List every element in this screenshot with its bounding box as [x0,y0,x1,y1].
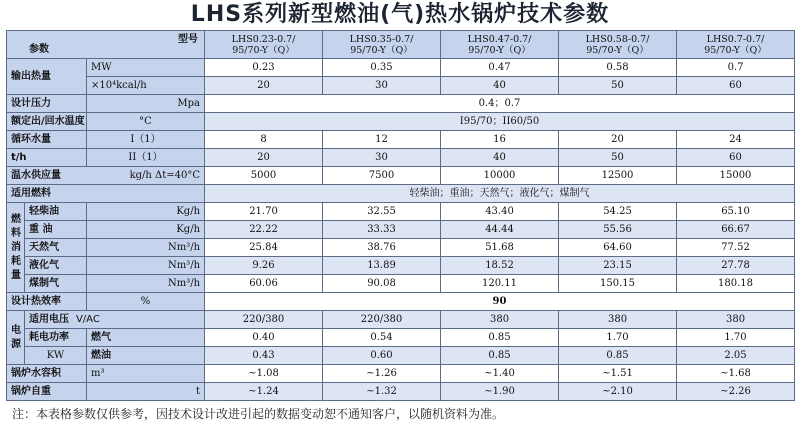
voltage-row [7,311,795,329]
model-header [559,31,677,59]
value-cell: ~2.26 [677,383,795,401]
consumption-row [7,203,795,221]
unit-cell: °C [87,113,205,131]
value-cell: 30 [323,149,441,167]
value-cell: 43.40 [441,203,559,221]
value-cell: 0.47 [441,59,559,77]
value-cell: 5000 [205,167,323,185]
fuel-name: 天然气 [25,239,87,257]
model-name-line2: 95/70-Y（Q） [468,44,531,56]
value-cell: 20 [205,149,323,167]
value-cell: 50 [559,77,677,95]
row-label: 锅炉水容积 [7,365,87,383]
unit-cell: % [87,293,205,311]
value-cell: 0.23 [205,59,323,77]
value-cell: 轻柴油；重油；天然气；液化气；煤制气 [205,185,795,203]
model-header [323,31,441,59]
value-cell: 50 [559,149,677,167]
value-cell: 64.60 [559,239,677,257]
spec-table [6,30,795,401]
value-cell: 60.06 [205,275,323,293]
unit-cell: ×10⁴kcal/h [87,77,205,95]
consumption-row [7,257,795,275]
value-cell: 23.15 [559,257,677,275]
value-cell: 150.15 [559,275,677,293]
power-oil-row [7,347,795,365]
row-label: 耗电功率 [25,329,87,347]
unit-cell: Mpa [87,95,205,113]
unit-cell: Kg/h [87,203,205,221]
value-cell: 380 [559,311,677,329]
model-name-line2: 95/70-Y（Q） [350,44,413,56]
value-cell: 180.18 [677,275,795,293]
value-cell: 33.33 [323,221,441,239]
fuel-name: 燃油 [87,347,205,365]
unit-cell: MW [87,59,205,77]
voltage-label: 适用电压 [29,314,69,325]
value-cell: 1.70 [559,329,677,347]
value-cell: 21.70 [205,203,323,221]
model-name-line2: 95/70-Y（Q） [704,44,767,56]
unit-cell: Nm³/h [87,257,205,275]
unit-cell: Nm³/h [87,239,205,257]
fuel-name: 重 油 [25,221,87,239]
power-group-label [7,311,25,365]
value-cell: 51.68 [441,239,559,257]
model-name-line2: 95/70-Y（Q） [586,44,649,56]
value-cell: ~1.08 [205,365,323,383]
unit-cell: Kg/h [87,221,205,239]
power-gas-row [7,329,795,347]
value-cell: 0.85 [441,329,559,347]
value-cell: ~1.26 [323,365,441,383]
value-cell: 10000 [441,167,559,185]
value-cell: ~1.90 [441,383,559,401]
supply-label: 温水供应量 [11,170,61,181]
value-cell: 0.54 [323,329,441,347]
header-param-model [7,31,205,59]
value-cell: 30 [323,77,441,95]
value-cell: 24 [677,131,795,149]
unit-cell: m³ [87,365,205,383]
value-cell: 0.7 [677,59,795,77]
consumption-row [7,239,795,257]
temp-row [7,113,795,131]
value-cell: 77.52 [677,239,795,257]
pressure-row [7,95,795,113]
model-name-line1: LHS0.7-0.7/ [706,33,765,45]
fuel-name: 燃气 [87,329,205,347]
value-cell: 0.85 [559,347,677,365]
row-label: 适用燃料 [7,185,205,203]
value-cell: ~1.24 [205,383,323,401]
value-cell: 66.67 [677,221,795,239]
value-cell: 22.22 [205,221,323,239]
volume-row [7,365,795,383]
model-name-line1: LHS0.47-0.7/ [467,33,532,45]
row-label: 循环水量 [7,131,87,149]
value-cell: 0.43 [205,347,323,365]
unit-cell: KW [25,347,87,365]
value-cell: 32.55 [323,203,441,221]
fuel-row [7,185,795,203]
value-cell: 25.84 [205,239,323,257]
value-cell: 27.78 [677,257,795,275]
value-cell: 20 [559,131,677,149]
value-cell: 2.05 [677,347,795,365]
value-cell: 380 [677,311,795,329]
unit-cell: I（1） [87,131,205,149]
unit-cell: II（1） [87,149,205,167]
model-header [677,31,795,59]
value-cell: 15000 [677,167,795,185]
value-cell: 90 [205,293,795,311]
model-name-line1: LHS0.58-0.7/ [585,33,650,45]
output-kcal-row [7,77,795,95]
value-cell: 0.4；0.7 [205,95,795,113]
param-label: 参数 [29,44,49,55]
value-cell: 65.10 [677,203,795,221]
fuel-name: 轻柴油 [25,203,87,221]
value-cell: 40 [441,149,559,167]
value-cell: 8 [205,131,323,149]
value-cell: 0.40 [205,329,323,347]
value-cell: 0.35 [323,59,441,77]
row-label: 设计压力 [7,95,87,113]
supply-row [7,167,795,185]
unit-cell: t [87,383,205,401]
value-cell: 38.76 [323,239,441,257]
value-cell: 1.70 [677,329,795,347]
value-cell: 380 [441,311,559,329]
value-cell: ~1.32 [323,383,441,401]
model-name-line1: LHS0.23-0.7/ [231,33,296,45]
value-cell: 60 [677,77,795,95]
header-row [7,31,795,59]
row-label: 锅炉自重 [7,383,87,401]
value-cell: 54.25 [559,203,677,221]
unit-cell: t/h [7,149,87,167]
efficiency-row [7,293,795,311]
value-cell: 220/380 [205,311,323,329]
value-cell: 60 [677,149,795,167]
footnote: 注：本表格参数仅供参考，因技术设计改进引起的数据变动恕不通知客户，以随机资料为准。 [12,407,505,421]
value-cell: 0.58 [559,59,677,77]
value-cell: 7500 [323,167,441,185]
fuel-name: 液化气 [25,257,87,275]
consumption-group-label [7,203,25,293]
row-label: 设计热效率 [7,293,87,311]
weight-row [7,383,795,401]
model-name-line1: LHS0.35-0.7/ [349,33,414,45]
output-row [7,59,795,77]
value-cell: 18.52 [441,257,559,275]
value-cell: 55.56 [559,221,677,239]
circ-row-2 [7,149,795,167]
value-cell: 90.08 [323,275,441,293]
supply-unit: kg/h Δt=40°C [129,170,201,181]
value-cell: 12 [323,131,441,149]
model-name-line2: 95/70-Y（Q） [232,44,295,56]
value-cell: 0.85 [441,347,559,365]
value-cell: I95/70；II60/50 [205,113,795,131]
circ-row-1 [7,131,795,149]
row-label: 额定出/回水温度 [7,113,87,131]
consumption-row [7,275,795,293]
unit-cell: Nm³/h [87,275,205,293]
value-cell: 9.26 [205,257,323,275]
value-cell: 120.11 [441,275,559,293]
power-group-text: 电源 [11,324,21,350]
value-cell: 0.60 [323,347,441,365]
value-cell: ~1.51 [559,365,677,383]
consumption-group-text: 燃料消耗量 [11,213,21,281]
value-cell: 220/380 [323,311,441,329]
consumption-row [7,221,795,239]
value-cell: 16 [441,131,559,149]
value-cell: 44.44 [441,221,559,239]
value-cell: 40 [441,77,559,95]
model-header [205,31,323,59]
fuel-name: 煤制气 [25,275,87,293]
row-label: 输出热量 [7,59,87,95]
voltage-unit: V/AC [75,314,100,325]
value-cell: ~2.10 [559,383,677,401]
value-cell: 12500 [559,167,677,185]
model-label: 型号 [178,34,199,45]
value-cell: ~1.40 [441,365,559,383]
row-label [25,311,205,329]
value-cell: 13.89 [323,257,441,275]
value-cell: 20 [205,77,323,95]
value-cell: ~1.68 [677,365,795,383]
model-header [441,31,559,59]
row-label [7,167,205,185]
page-title: LHS系列新型燃油(气)热水锅炉技术参数 [190,2,610,27]
